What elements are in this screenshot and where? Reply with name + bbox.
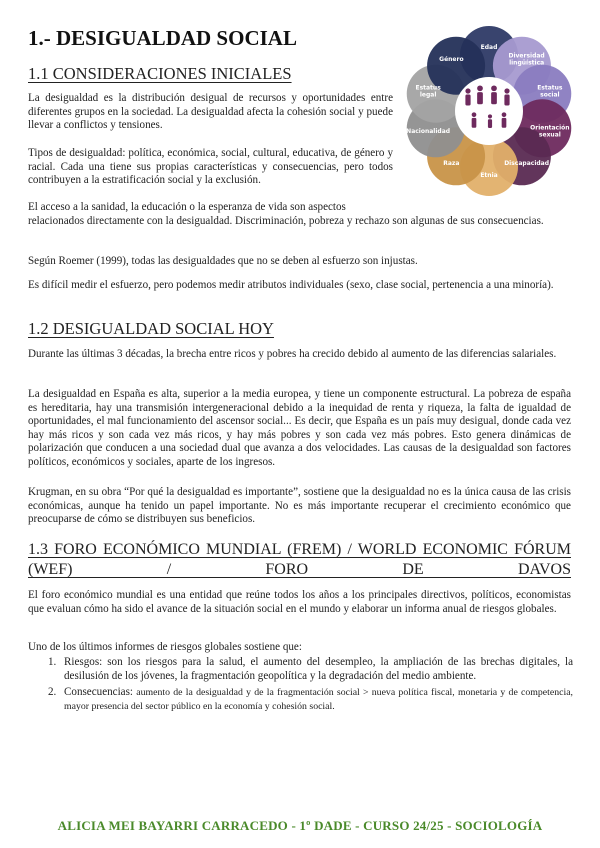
page-title: 1.- DESIGUALDAD SOCIAL — [28, 26, 297, 50]
paragraph: El acceso a la sanidad, la educación o la esperanza de vida son aspectos — [28, 201, 346, 213]
list-item-text: son los riesgos para la salud, el aumento del desempleo, la ampliación de las brechas digitales, la desilusión de los jóvenes, la fragmentación geopolítica y la degradación del medio ambiente. — [64, 656, 573, 682]
diagram-petal-label: Etnia — [480, 172, 498, 179]
section-heading-1-2: 1.2 DESIGUALDAD SOCIAL HOY — [28, 319, 274, 338]
diagram-petal-label: Edad — [480, 44, 498, 51]
diagram-petal-label: Nacionalidad — [406, 127, 451, 135]
page-footer: ALICIA MEI BAYARRI CARRACEDO - 1º DADE - CURSO 24/25 - SOCIOLOGÍA — [57, 818, 543, 833]
diagram-center — [455, 77, 523, 145]
diagram-petal-label: Estatus legal — [415, 84, 441, 99]
list-item — [28, 686, 573, 713]
risks-list — [28, 656, 573, 716]
section-heading-1-3: 1.3 FORO ECONÓMICO MUNDIAL (FREM) / WORLD ECONOMIC FÓRUM (WEF) / FORO DE DAVOS — [28, 541, 571, 578]
paragraph: El foro económico mundial es una entidad que reúne todos los años a los principales directivos, políticos, economistas que evaluan cómo ha sido el avance de la situación social en el mundo y elaborar un informa anual de riesgos globales. — [28, 589, 571, 615]
list-item-label: Consecuencias: — [64, 686, 134, 699]
list-item-text: aumento de la desigualdad y de la fragmentación social > nueva política fiscal, monetaria y de competencia, mayor presencia del sector público en la economía y cohesión social. — [64, 687, 573, 712]
list-item-label: Riesgos: — [64, 656, 103, 668]
list-number: 2. — [48, 686, 57, 699]
paragraph: La desigualdad es la distribución desigual de recursos y oportunidades entre diferentes grupos en la sociedad. La desigualdad afecta la cohesión social y puede llevar a conflictos y tensiones. — [28, 92, 393, 132]
list-number: 1. — [48, 656, 57, 668]
list-item — [28, 656, 573, 683]
diagram-petal-label: Raza — [443, 159, 460, 167]
paragraph: Es difícil medir el esfuerzo, pero podemos medir atributos individuales (sexo, clase social, pertenencia a una minoría). — [28, 279, 554, 291]
diagram-petal-label: Estatus social — [537, 84, 563, 99]
diagram-petal-label: Género — [439, 56, 464, 64]
diagram-petal-label: Discapacidad — [504, 159, 550, 167]
diagram-petal-label: Diversidad lingüística — [508, 52, 545, 67]
inequality-diagram — [404, 26, 574, 196]
section-heading-1-1: 1.1 CONSIDERACIONES INICIALES — [28, 64, 292, 83]
paragraph: Según Roemer (1999), todas las desigualdades que no se deben al esfuerzo son injustas. — [28, 255, 418, 267]
paragraph: Uno de los últimos informes de riesgos globales sostiene que: — [28, 641, 302, 653]
paragraph: La desigualdad en España es alta, superior a la media europea, y tiene un componente estructural. La pobreza de españa es hereditaria, hay una transmisión intergeneracional debido a la inequidad de renta y riqueza, la falta de igualdad de oportunidades, el mal funcionamiento del ascensor social... Es decir, que España es un país muy desigual, donde cada vez hay más ricos y son cada vez más ricos, y hay más pobres y son cada vez más pobres. Esto genera dinámicas de polarización que conducen a una sociedad dual que avanza a dos velocidades. Las causas de la desigualdad son factores políticos, económicos y sociales, aparte de los ingresos. — [28, 388, 571, 468]
paragraph: relacionados directamente con la desigualdad. Discriminación, pobreza y rechazo son algunas de sus consecuencias. — [28, 215, 544, 227]
paragraph: Durante las últimas 3 décadas, la brecha entre ricos y pobres ha crecido debido al aumento de las diferencias salariales. — [28, 348, 557, 360]
paragraph: Krugman, en su obra “Por qué la desigualdad es importante”, sostiene que la desigualdad no es la única causa de las crisis económicas, aunque ha tenido un papel importante. No es más importante recuperar el crecimiento económico que preocuparse de cómo se distribuyen sus beneficios. — [28, 486, 571, 526]
diagram-petal-label: Orientación sexual — [530, 124, 570, 139]
paragraph: Tipos de desigualdad: política, económica, social, cultural, educativa, de género y racial. Cada una tiene sus propias características y consecuencias, pero todos contribuyen a la estratificación social y la exclusión. — [28, 147, 393, 187]
